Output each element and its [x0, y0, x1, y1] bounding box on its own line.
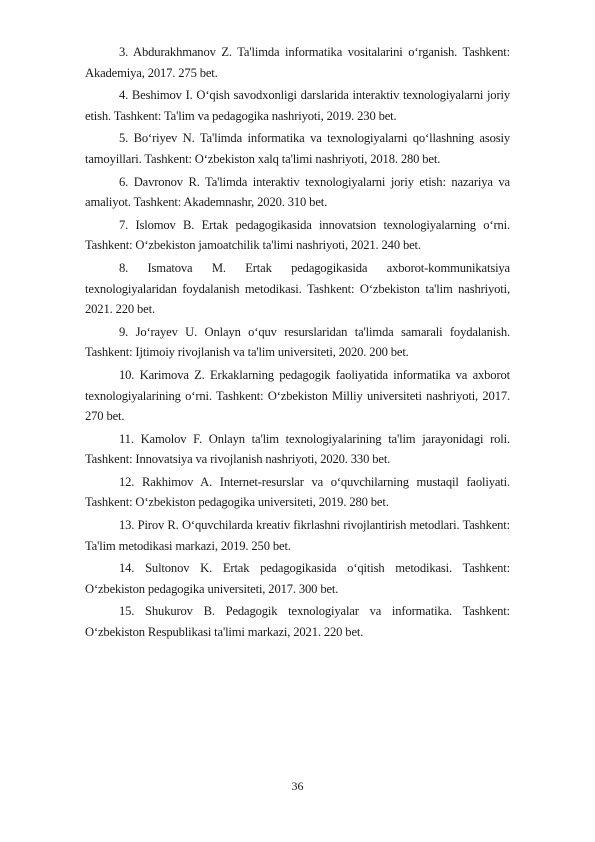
reference-item: 9. Jo‘rayev U. Onlayn o‘quv resurslaridan ta'limda samarali foydalanish. Tashkent: Ijtimoiy rivojlanish va ta'lim universiteti, 2020. 200 bet.	[85, 324, 510, 360]
reference-item: 7. Islomov B. Ertak pedagogikasida innovatsion texnologiyalarning o‘rni. Tashkent: O‘zbekiston jamoatchilik ta'limi nashriyoti, 2021. 240 bet.	[85, 217, 510, 253]
reference-list	[85, 42, 510, 645]
reference-item: 5. Bo‘riyev N. Ta'limda informatika va texnologiyalarni qo‘llashning asosiy tamoyillari. Tashkent: O‘zbekiston xalq ta'limi nashriyoti, 2018. 280 bet.	[85, 131, 510, 166]
reference-item: 10. Karimova Z. Erkaklarning pedagogik faoliyatida informatika va axborot texnologiyalarining o‘rni. Tashkent: O‘zbekiston Milliy universiteti nashriyoti, 2017. 270 bet.	[85, 367, 510, 424]
reference-item: 4. Beshimov I. O‘qish savodxonligi darslarida interaktiv texnologiyalarni joriy etish. Tashkent: Ta'lim va pedagogika nashriyoti, 2019. 230 bet.	[85, 88, 510, 123]
reference-item: 13. Pirov R. O‘quvchilarda kreativ fikrlashni rivojlantirish metodlari. Tashkent: Ta'lim metodikasi markazi, 2019. 250 bet.	[85, 518, 510, 553]
page-number: 36	[291, 779, 304, 793]
reference-item: 3. Abdurakhmanov Z. Ta'limda informatika vositalarini o‘rganish. Tashkent: Akademiya, 2017. 275 bet.	[85, 45, 510, 80]
reference-item: 14. Sultonov K. Ertak pedagogikasida o‘qitish metodikasi. Tashkent: O‘zbekiston pedagogika universiteti, 2017. 300 bet.	[85, 561, 510, 596]
reference-item: 12. Rakhimov A. Internet-resurslar va o‘quvchilarning mustaqil faoliyati. Tashkent: O‘zbekiston pedagogika universiteti, 2019. 280 bet.	[85, 474, 510, 510]
reference-item: 15. Shukurov B. Pedagogik texnologiyalar va informatika. Tashkent: O‘zbekiston Respublikasi ta'limi markazi, 2021. 220 bet.	[85, 604, 510, 640]
reference-item: 11. Kamolov F. Onlayn ta'lim texnologiyalarining ta'lim jarayonidagi roli. Tashkent: Innovatsiya va rivojlanish nashriyoti, 2020. 330 bet.	[85, 431, 510, 467]
reference-item: 8. Ismatova M. Ertak pedagogikasida axborot-kommunikatsiya texnologiyalaridan foydalanish metodikasi. Tashkent: O‘zbekiston ta'lim nashriyoti, 2021. 220 bet.	[85, 260, 510, 317]
reference-item: 6. Davronov R. Ta'limda interaktiv texnologiyalarni joriy etish: nazariya va amaliyot. Tashkent: Akademnashr, 2020. 310 bet.	[85, 174, 510, 210]
